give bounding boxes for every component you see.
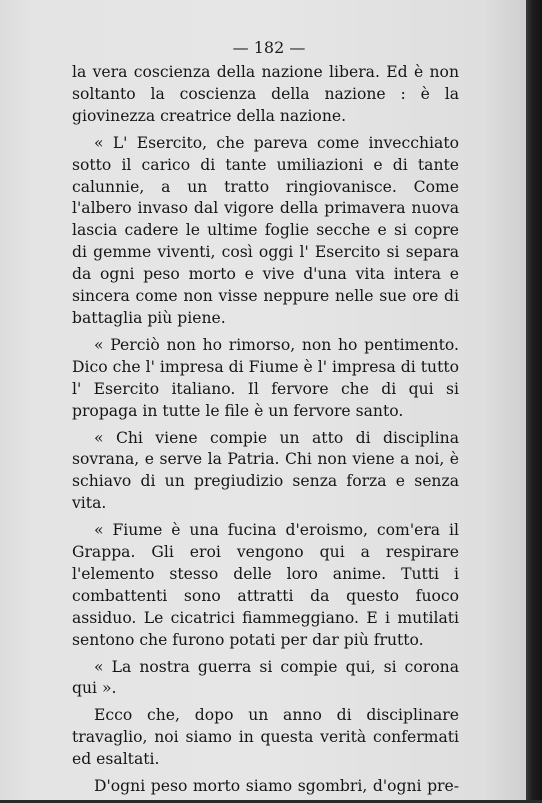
- body-text: [72, 62, 459, 803]
- paragraph: « Fiume è una fucina d'eroismo, com'era il Grappa. Gli eroi vengono qui a respirare l'elemento stesso delle loro anime. Tutti i combattenti sono attratti da questo fuoco assiduo. Le cicatrici fiammeggiano. E i mutilati sentono che furono potati per dar più frutto.: [72, 521, 459, 649]
- book-binding-edge: [526, 0, 542, 800]
- page-number: — 182 —: [232, 38, 306, 57]
- paragraph: « Chi viene compie un atto di disciplina sovrana, e serve la Patria. Chi non viene a noi, è schiavo di un pregiudizio senza forza e senza vita.: [72, 428, 459, 513]
- paragraph: Ecco che, dopo un anno di disciplinare travaglio, noi siamo in questa verità confermati ed esaltati.: [72, 706, 459, 769]
- paragraph: « La nostra guerra si compie qui, si corona qui ».: [72, 657, 459, 698]
- paragraph: D'ogni peso morto siamo sgombri, d'ogni pre-: [94, 777, 459, 796]
- paragraph: « L' Esercito, che pareva come invecchiato sotto il carico di tante umiliazioni e di tante calunnie, a un tratto ringiovanisce. Come l'albero invaso dal vigore della primavera nuova lascia cadere le ultime foglie secche e si copre di gemme viventi, così oggi l' Esercito si separa da ogni peso morto e vive d'una vita intera e sincera come non visse neppure nelle sue ore di battaglia più piene.: [72, 133, 459, 327]
- paragraph: « Perciò non ho rimorso, non ho pentimento. Dico che l' impresa di Fiume è l' impresa di tutto l' Esercito italiano. Il fervore che di qui si propaga in tutte le file è un fervore santo.: [72, 335, 459, 420]
- paragraph: la vera coscienza della nazione libera. Ed è non soltanto la coscienza della nazione : è la giovinezza creatrice della nazione.: [72, 63, 459, 125]
